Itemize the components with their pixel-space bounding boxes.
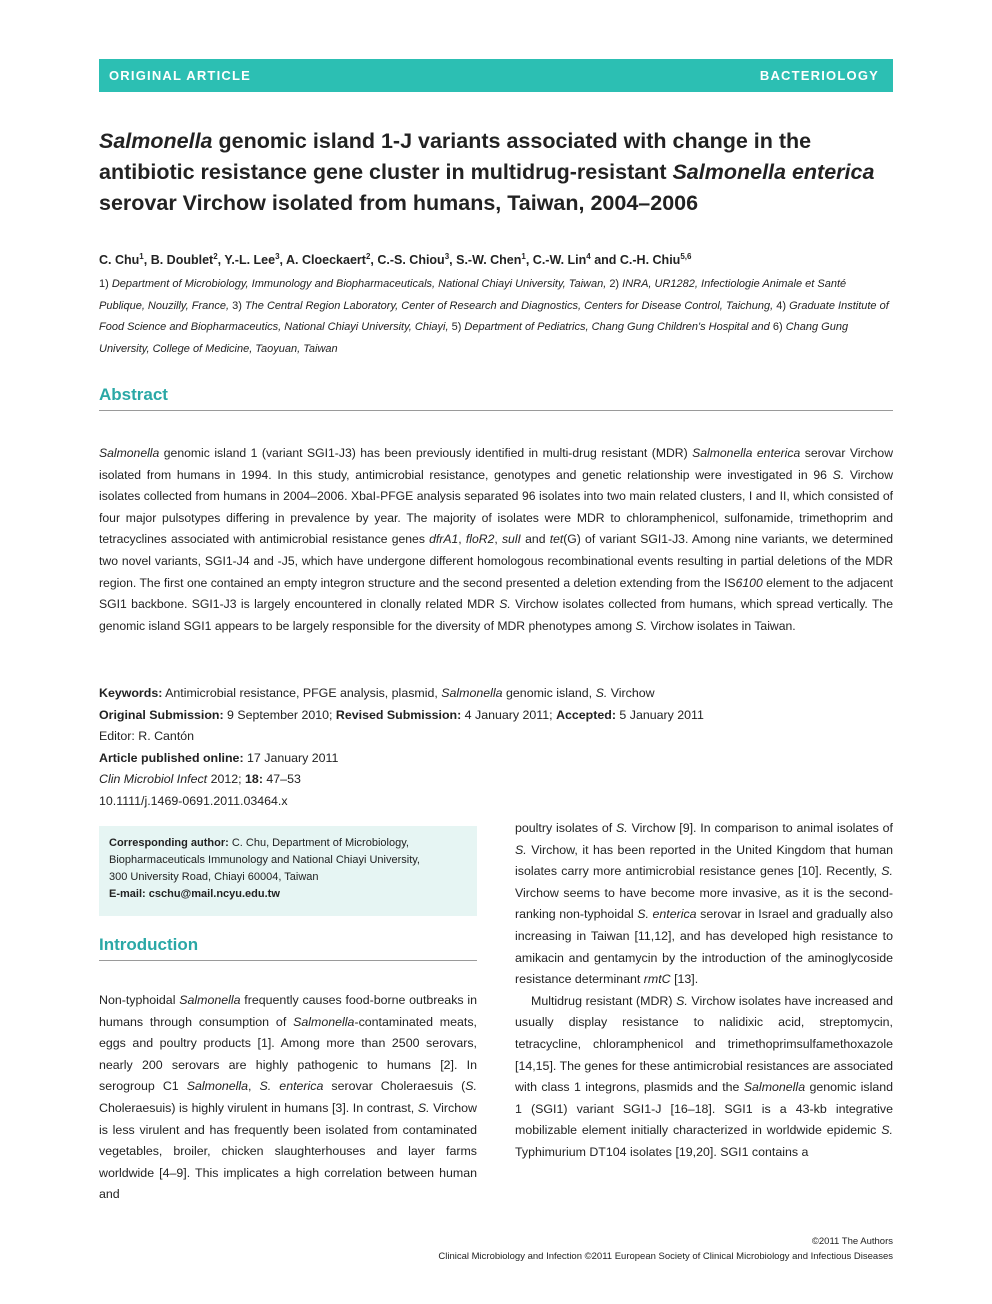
abstract-divider xyxy=(99,410,893,411)
title-part-4: serovar Virchow isolated from humans, Taiwan, 2004–2006 xyxy=(99,191,699,215)
author: A. Cloeckaert$^2$ xyxy=(286,252,371,268)
author: C.-H. Chiu$^{5,6}$ xyxy=(619,252,692,268)
published-online: Article published online: 17 January 2011 xyxy=(99,750,339,765)
affiliation-number: 3) xyxy=(232,299,242,312)
title-italic-1: Salmonella xyxy=(99,129,213,153)
submission-dates: Original Submission: 9 September 2010; Revised Submission: 4 January 2011; Accepted: 5 January 2011 xyxy=(99,707,704,722)
page-footer xyxy=(438,1234,893,1264)
affiliation-number: 1) xyxy=(99,278,109,290)
email-link[interactable]: cschu@mail.ncyu.edu.tw xyxy=(145,888,280,900)
keywords: Keywords: Antimicrobial resistance, PFGE analysis, plasmid, Salmonella genomic island, S. Virchow xyxy=(99,686,655,700)
introduction-body-right xyxy=(515,818,893,1164)
affiliation-number: 6) xyxy=(772,321,783,333)
title-part-2: genomic island 1-J variants associated with change in the antibiotic resistance gene cluster in multidrug-resistant xyxy=(99,129,812,184)
affiliations xyxy=(99,274,893,360)
affiliation-text: Department of Microbiology, Immunology and Biopharmaceuticals, National Chiayi University, Taiwan, xyxy=(108,278,610,290)
author: C.-W. Lin$^4$ xyxy=(532,252,591,268)
citation: Clin Microbiol Infect 2012; 18: 47–53 xyxy=(99,772,301,786)
author: C. Chu$^1$ xyxy=(99,252,144,268)
author: Y.-L. Lee$^3$ xyxy=(224,252,280,268)
subject-label: BACTERIOLOGY xyxy=(759,68,879,83)
abstract-heading: Abstract xyxy=(99,385,168,404)
email-label: E-mail: xyxy=(109,888,146,900)
introduction-body-left: Non-typhoidal Salmonella frequently causes food-borne outbreaks in humans through consumption of Salmonella-contaminated meats, eggs and poultry products [1]. Among more than 2500 serovars, nearly 200 serovars are highly pathogenic to humans [2]. In serogroup C1 Salmonella, S. enterica serovar Choleraesuis (S. Choleraesuis) is highly virulent in humans [3]. In contrast, S. Virchow is less virulent and has frequently been isolated from contaminated vegetables, broiler, chicken slaughterhouses and layer farms worldwide [4–9]. This implicates a high correlation between human and xyxy=(99,993,478,1202)
paragraph: Multidrug resistant (MDR) S. Virchow isolates have increased and usually display resistance to nalidixic acid, streptomycin, tetracycline, chloramphenicol and trimethoprimsulfamethoxazole [14,15]. The genes for these antimicrobial resistances are associated with class 1 integrons, plasmids and the Salmonella genomic island 1 (SGI1) variant SGI1-J [16–18]. SGI1 is a 43-kb integrative mobilizable element initially characterized in worldwide epidemic S. Typhimurium DT104 isolates [19,20]. SGI1 contains a xyxy=(515,993,893,1159)
article-metadata xyxy=(99,683,893,812)
affiliation-text: Graduate Institute of Food Science and Biopharmaceutics, National Chiayi University, Chiayi, xyxy=(99,299,889,333)
author-list: C. Chu$^1$, B. Doublet$^2$, Y.-L. Lee$^3$, A. Cloeckaert$^2$, C.-S. Chiou$^3$, S.-W. Chen$^1$, C.-W. Lin$^4$ and C.-H. Chiu$^{5,6}$ xyxy=(99,252,692,268)
author: B. Doublet$^2$ xyxy=(150,252,218,268)
title-italic-3: Salmonella enterica xyxy=(672,160,875,184)
abstract-body: Salmonella genomic island 1 (variant SGI1-J3) has been previously identified in multi-drug resistant (MDR) Salmonella enterica serovar Virchow isolated from humans in 1994. In this study, antimicrobial resistance, genotypes and genetic relationship were investigated in 96 S. Virchow isolates collected from humans in 2004–2006. XbaI-PFGE analysis separated 96 isolates into two main related clusters, I and II, which consisted of four major pulsotypes differing in prevalence by year. The majority of isolates were MDR to chloramphenicol, sulfonamide, trimethoprim and tetracyclines associated with antimicrobial resistance genes dfrA1, floR2, sulI and tet(G) of variant SGI1-J3. Among nine variants, we determined two novel variants, SGI1-J4 and -J5, which have undergone different homologous recombinational events resulting in partial deletions of the MDR region. The first one contained an empty integron structure and the second presented a deletion extending from the IS6100 element to the adjacent SGI1 backbone. SGI1-J3 is largely encountered in clonally related MDR S. Virchow isolates collected from humans, which spread vertically. The genomic island SGI1 appears to be largely responsible for the diversity of MDR phenotypes among S. Virchow isolates in Taiwan. xyxy=(99,446,893,633)
affiliation-number: 4) xyxy=(776,299,787,312)
author: S.-W. Chen$^1$ xyxy=(456,252,526,268)
introduction-divider xyxy=(99,960,477,961)
author: C.-S. Chiou$^3$ xyxy=(377,252,450,268)
doi-link[interactable]: 10.1111/j.1469-0691.2011.03464.x xyxy=(99,793,288,808)
affiliation-text: INRA, UR1282, Infectiologie Animale et Santé Publique, Nouzilly, France, xyxy=(99,278,847,312)
paragraph: poultry isolates of S. Virchow [9]. In comparison to animal isolates of S. Virchow, it has been reported in the United Kingdom that human isolates carry more antimicrobial resistance genes [10]. Recently, S. Virchow seems to have become more invasive, as it is the second-ranking non-typhoidal S. enterica serovar in Israel and gradually also increasing in Taiwan [11,12], and has developed high resistance to amikacin and gentamycin by the introduction of the aminoglycoside resistance determinant rmtC [13]. xyxy=(515,821,893,987)
article-type-label: ORIGINAL ARTICLE xyxy=(109,68,251,83)
article-title xyxy=(99,126,893,219)
article-type-banner xyxy=(99,59,893,92)
affiliation-number: 2) xyxy=(609,278,620,290)
affiliation-text: The Central Region Laboratory, Center of Research and Diagnostics, Centers for Disease Control, Taichung, xyxy=(241,299,777,312)
affiliation-text: Chang Gung University, College of Medicine, Taoyuan, Taiwan xyxy=(99,321,849,355)
introduction-heading: Introduction xyxy=(99,935,199,954)
corresponding-author-box: Corresponding author: C. Chu, Department of Microbiology, Biopharmaceuticals Immunology and National Chiayi University, 300 University Road, Chiayi 60004, Taiwan E-mail: cschu@mail.ncyu.edu.tw xyxy=(99,826,477,916)
copyright-authors: ©2011 The Authors xyxy=(811,1236,893,1247)
editor: Editor: R. Cantón xyxy=(99,729,195,743)
corresponding-label: Corresponding author: xyxy=(109,837,229,849)
affiliation-number: 5) xyxy=(451,321,462,333)
affiliation-text: Department of Pediatrics, Chang Gung Children's Hospital and xyxy=(461,321,773,333)
journal-copyright: Clinical Microbiology and Infection ©2011 European Society of Clinical Microbiology and Infectious Diseases xyxy=(438,1251,893,1262)
